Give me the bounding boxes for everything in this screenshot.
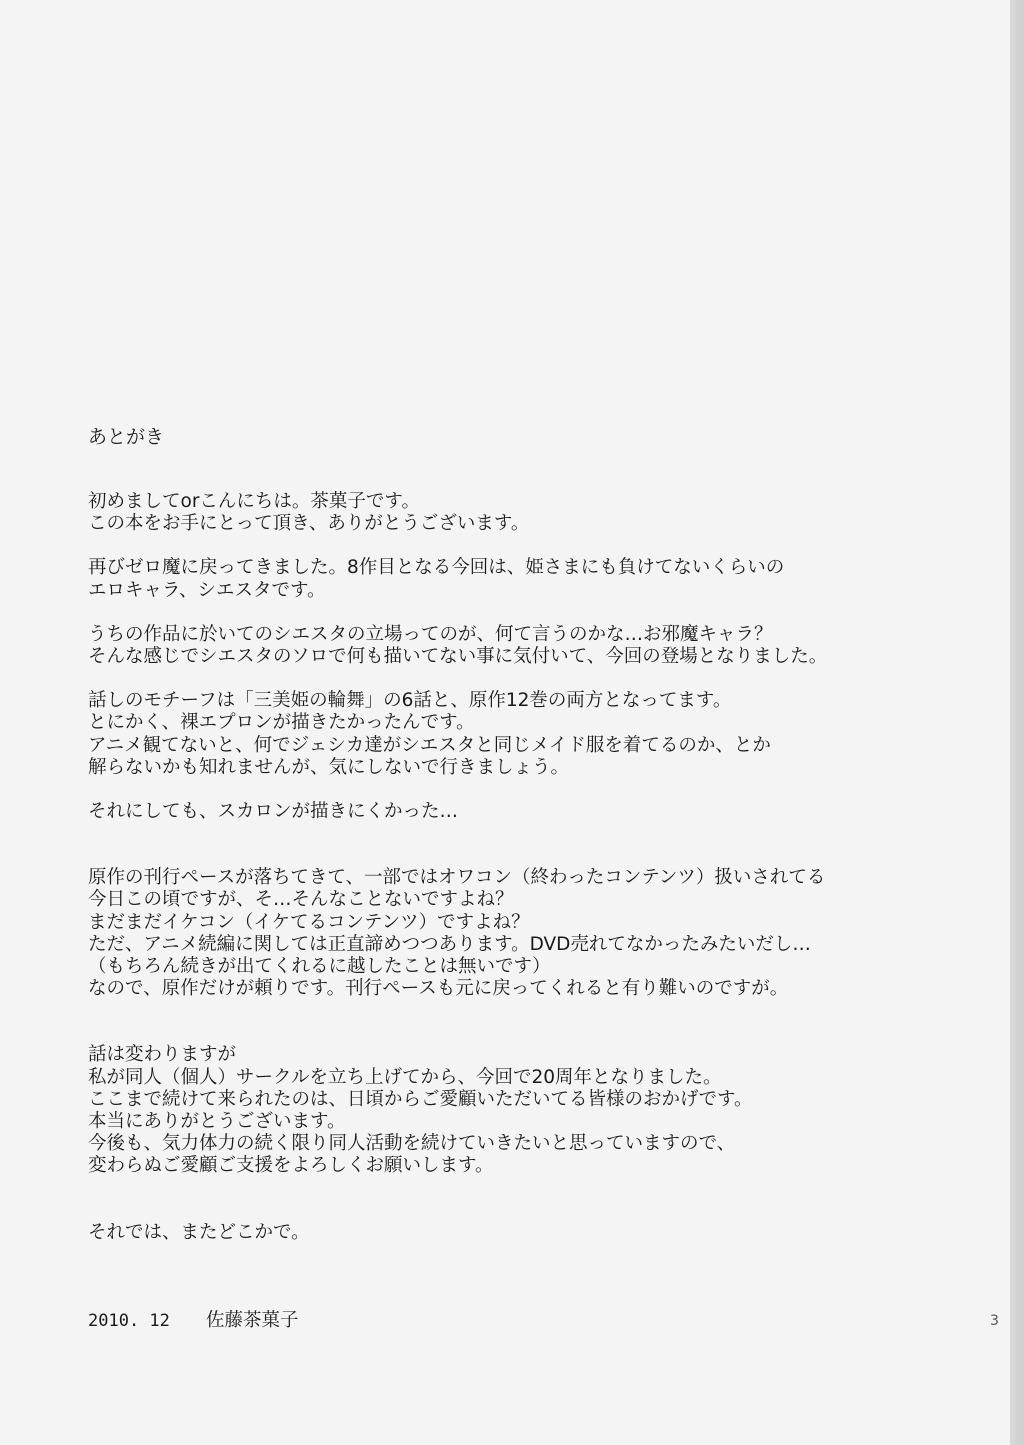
paragraph-greeting	[88, 491, 968, 535]
text-line: 原作の刊行ペースが落ちてきて、一部ではオワコン（終わったコンテンツ）扱いされてる	[88, 867, 826, 889]
text-line: まだまだイケコン（イケてるコンテンツ）ですよね？	[88, 911, 530, 933]
book-spine-edge	[1010, 0, 1024, 1445]
text-line: 再びゼロ魔に戻ってきました。8作目となる今回は、姫さまにも負けてないくらいの	[88, 557, 785, 579]
text-line: なので、原作だけが頼りです。刊行ペースも元に戻ってくれると有り難いのですが。	[88, 978, 789, 1000]
paragraph-anniversary	[88, 1044, 968, 1177]
paragraph-farewell	[88, 1222, 968, 1244]
paragraph-scarron	[88, 801, 968, 823]
text-line: 解らないかも知れませんが、気にしないで行きましょう。	[88, 756, 570, 778]
text-line: 変わらぬご愛顧ご支援をよろしくお願いします。	[88, 1155, 494, 1177]
text-line: この本をお手にとって頂き、ありがとうございます。	[88, 513, 530, 535]
text-line: （もちろん続きが出てくれるに越したことは無いです）	[88, 956, 551, 978]
paragraph-role	[88, 624, 968, 668]
afterword-heading: あとがき	[88, 426, 165, 448]
text-line: 私が同人（個人）サークルを立ち上げてから、今回で20周年となりました。	[88, 1066, 722, 1088]
paragraph-motif	[88, 690, 968, 779]
text-line: うちの作品に於いてのシエスタの立場ってのが、何て言うのかな…お邪魔キャラ？	[88, 623, 773, 645]
paragraph-return	[88, 557, 968, 601]
text-line: 話しのモチーフは「三美姫の輪舞」の6話と、原作12巻の両方となってます。	[88, 690, 732, 712]
text-line: 話は変わりますが	[88, 1044, 237, 1066]
text-line: ここまで続けて来られたのは、日頃からご愛顧いただいてる皆様のおかげです。	[88, 1088, 753, 1110]
text-line: 今日この頃ですが、そ…そんなことないですよね？	[88, 889, 514, 911]
text-line: とにかく、裸エプロンが描きたかったんです。	[88, 712, 475, 734]
text-line: アニメ観てないと、何でジェシカ達がシエスタと同じメイド服を着てるのか、とか	[88, 734, 771, 756]
text-line: 初めましてorこんにちは。茶菓子です。	[88, 491, 420, 512]
paragraph-original-work	[88, 867, 968, 1000]
afterword-body	[88, 425, 968, 1244]
text-line: ただ、アニメ続編に関しては正直諦めつつあります。DVD売れてなかったみたいだし…	[88, 933, 811, 955]
text-line: エロキャラ、シエスタです。	[88, 579, 326, 601]
text-line: そんな感じでシエスタのソロで何も描いてない事に気付いて、今回の登場となりました。	[88, 646, 828, 668]
signature-author: 佐藤茶菓子	[206, 1310, 299, 1331]
text-line: それにしても、スカロンが描きにくかった…	[88, 801, 459, 823]
text-line: 本当にありがとうございます。	[88, 1111, 346, 1133]
text-line: 今後も、気力体力の続く限り同人活動を続けていきたいと思っていますので、	[88, 1133, 736, 1155]
signature	[88, 1309, 299, 1333]
signature-date: 2010. 12	[88, 1311, 170, 1331]
text-line: それでは、またどこかで。	[88, 1221, 310, 1243]
page-number: 3	[990, 1313, 999, 1329]
